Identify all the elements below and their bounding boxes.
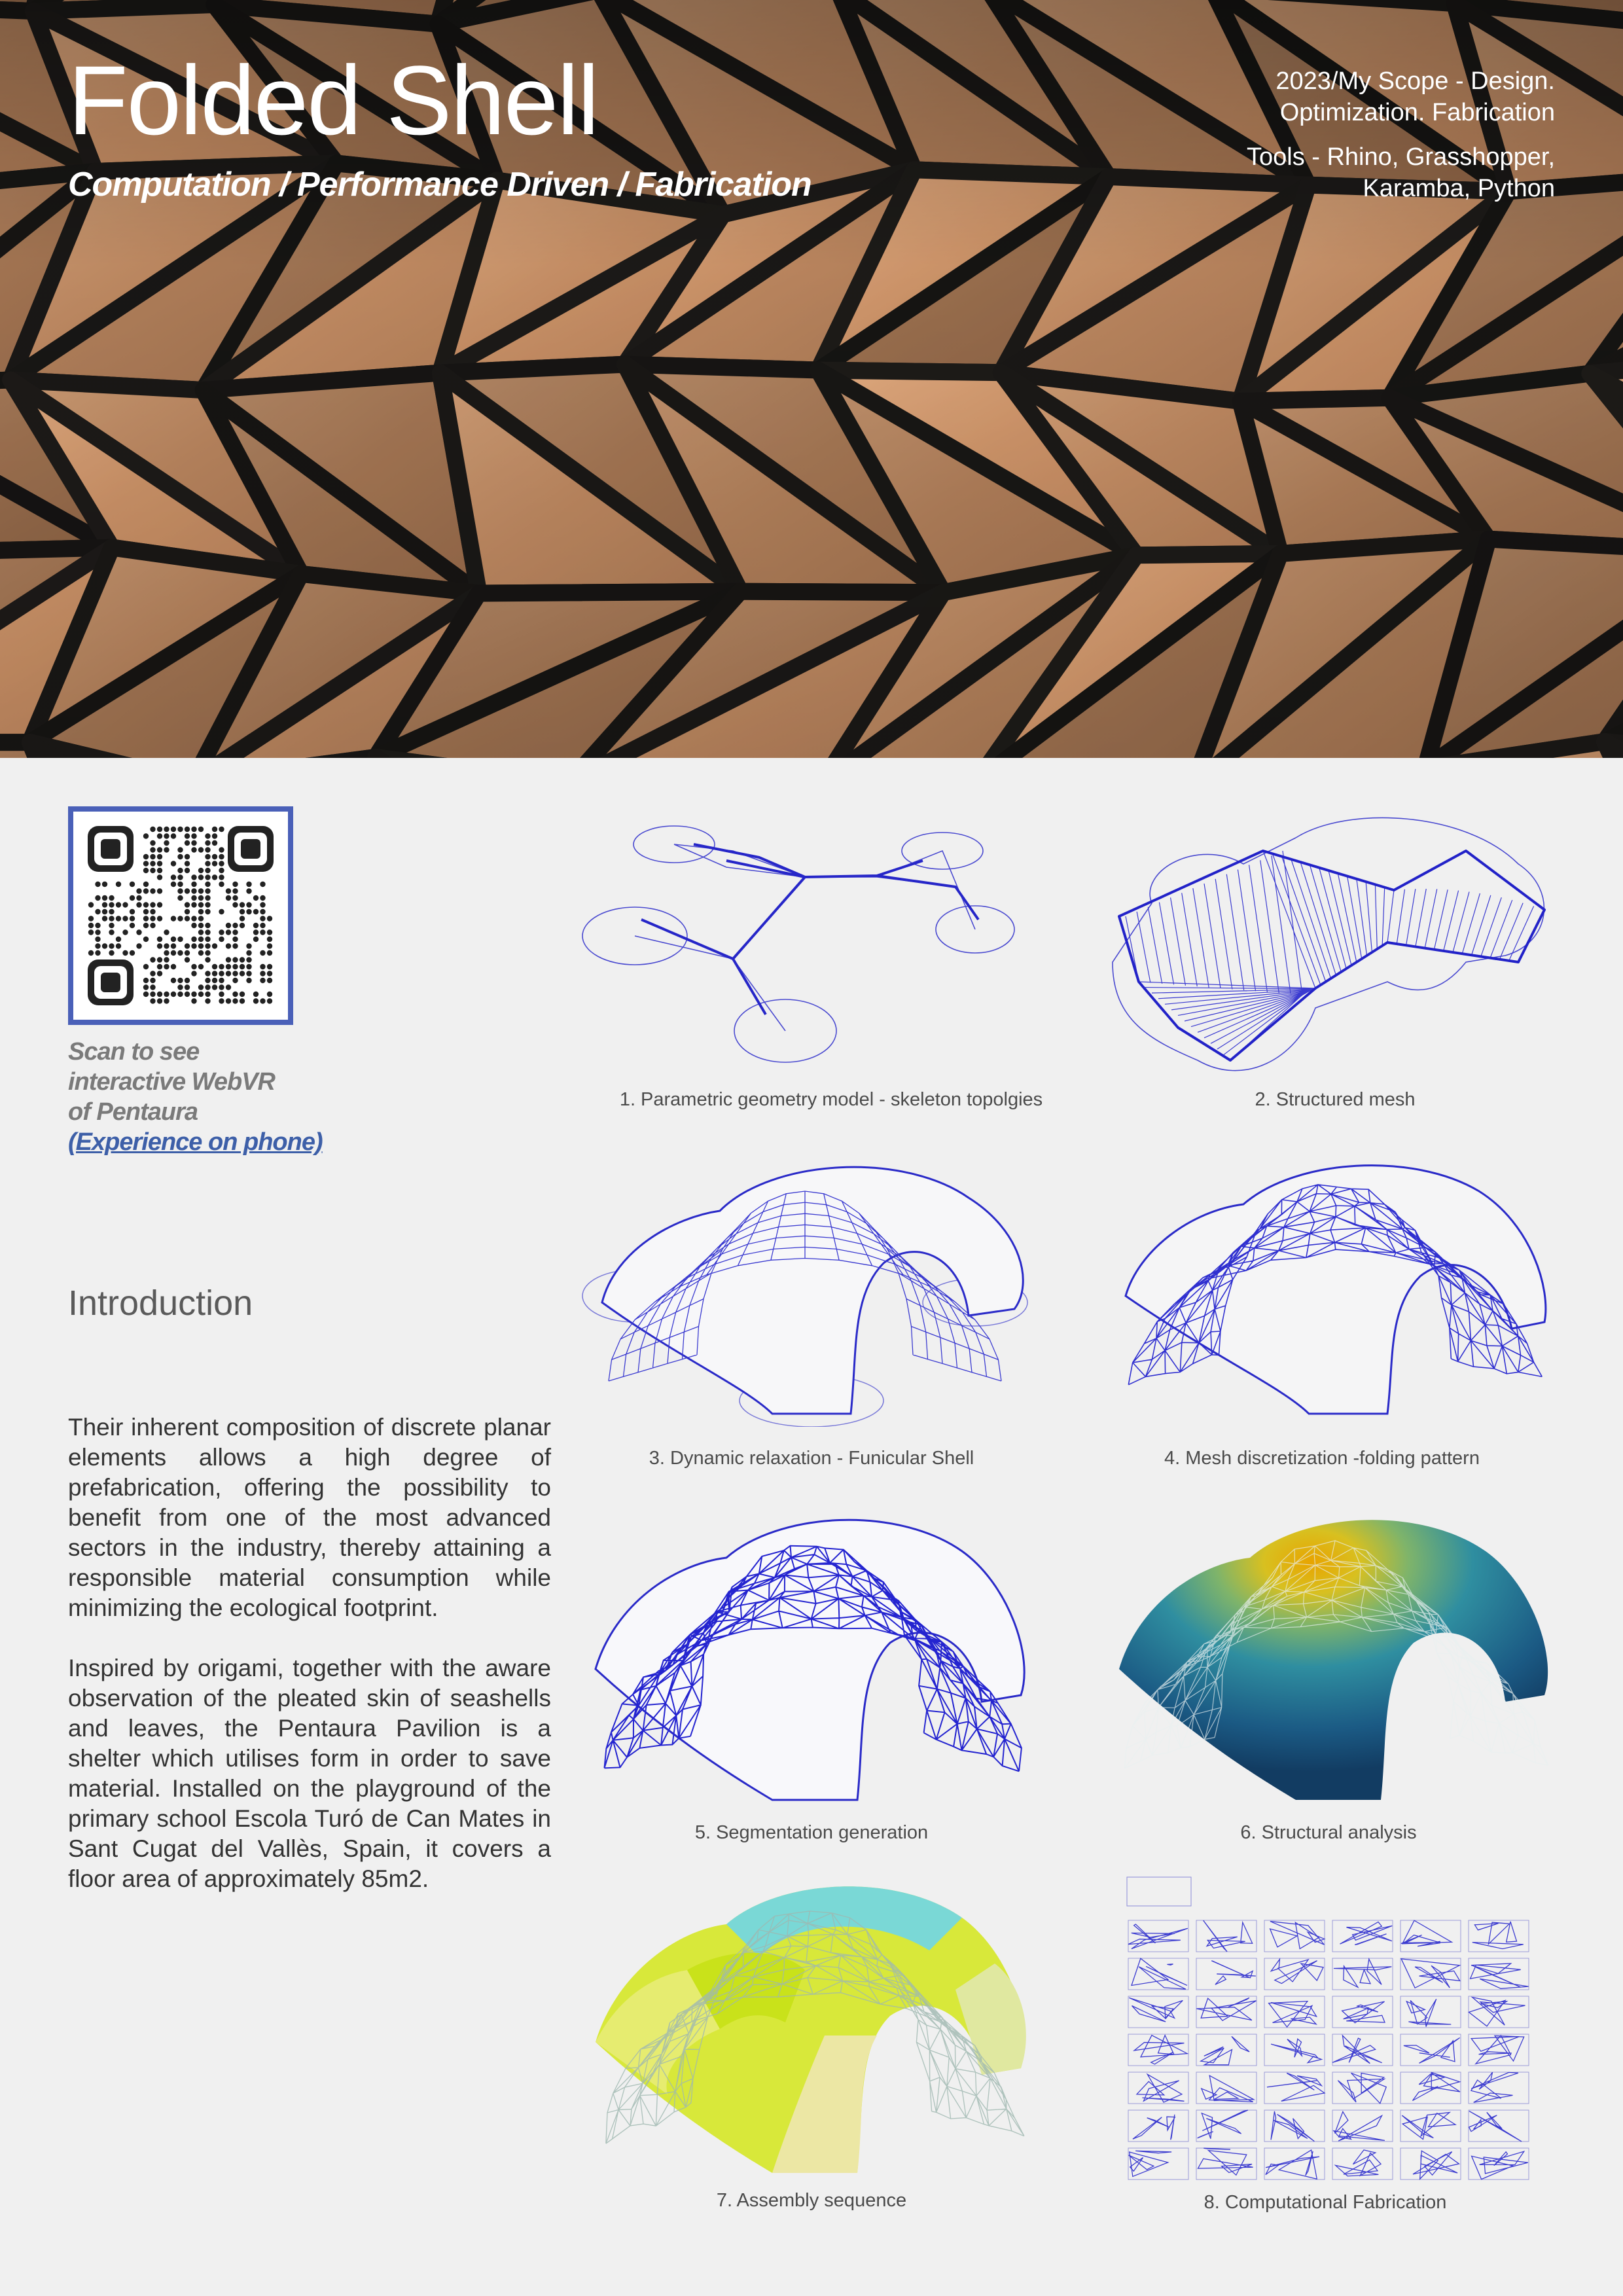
figure-caption-7: 7. Assembly sequence <box>716 2190 907 2211</box>
qr-code[interactable] <box>68 806 293 1025</box>
qr-caption-line-2: interactive WebVR <box>68 1068 275 1096</box>
figure-structured-mesh <box>1099 812 1558 1080</box>
intro-paragraph-1: Their inherent composition of discrete planar elements allows a high degree of prefabrication, offering the possibility to benefit from one of the most advanced sectors in the industry, thereby attaining a responsible material consumption while minimizing the ecological footprint. <box>68 1414 551 1621</box>
tools-line-2: Karamba, Python <box>1363 175 1555 202</box>
figure-caption-3: 3. Dynamic relaxation - Funicular Shell <box>649 1448 974 1469</box>
section-heading: Introduction <box>68 1283 253 1323</box>
project-meta <box>1097 65 1555 204</box>
figure-skeleton-topology <box>576 805 1047 1080</box>
scope-line-2: Optimization. Fabrication <box>1279 99 1555 126</box>
hero-banner <box>0 0 1623 758</box>
page-subtitle: Computation / Performance Driven / Fabrication <box>68 166 812 204</box>
figure-caption-1: 1. Parametric geometry model - skeleton topolgies <box>619 1089 1043 1110</box>
figure-caption-5: 5. Segmentation generation <box>694 1822 929 1843</box>
qr-code-icon <box>88 826 274 1005</box>
qr-caption <box>68 1037 343 1127</box>
figure-segmentation <box>589 1505 1034 1820</box>
tools-line-1: Tools - Rhino, Grasshopper, <box>1246 143 1555 171</box>
figure-caption-8: 8. Computational Fabrication <box>1204 2192 1447 2213</box>
qr-caption-line-3: of Pentaura <box>68 1098 198 1126</box>
figure-caption-4: 4. Mesh discretization -folding pattern <box>1164 1448 1480 1469</box>
figure-folding-pattern <box>1113 1139 1558 1427</box>
figure-fabrication-nesting <box>1126 1876 1544 2183</box>
figure-funicular-shell <box>576 1139 1047 1427</box>
figure-caption-6: 6. Structural analysis <box>1240 1822 1417 1843</box>
qr-caption-line-1: Scan to see <box>68 1038 200 1066</box>
webvr-link[interactable]: (Experience on phone) <box>68 1128 323 1156</box>
figure-assembly-sequence <box>589 1872 1034 2186</box>
intro-paragraph-2: Inspired by origami, together with the aware observation of the pleated skin of seashells and leaves, the Pentaura Pavilion is a shelter which utilises form in order to save material. Installed on the playground of the primary school Escola Turó de Can Mates in Sant Cugat del Vallès, Spain, it covers a floor area of approximately 85m2. <box>68 1655 551 1892</box>
scope-line-1: 2023/My Scope - Design. <box>1275 67 1555 95</box>
figure-caption-2: 2. Structured mesh <box>1255 1089 1416 1110</box>
page-title: Folded Shell <box>68 45 598 155</box>
figure-structural-analysis <box>1113 1505 1558 1820</box>
